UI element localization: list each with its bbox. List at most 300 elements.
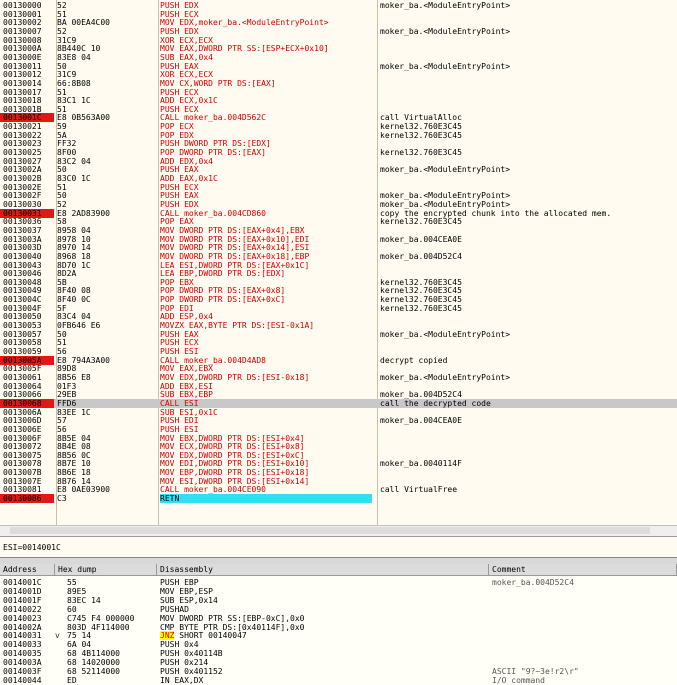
row-address: 0013005F	[3, 364, 42, 374]
row-instruction: MOVZX EAX,BYTE PTR DS:[ESI-0x1A]	[160, 321, 315, 331]
code-comment	[492, 649, 677, 658]
row-comment	[380, 79, 677, 88]
row-instruction: ADD ECX,0x1C	[160, 96, 218, 106]
row-hex: 56	[57, 347, 67, 356]
code-instruction: PUSH EBP	[160, 578, 199, 587]
code-row[interactable]	[0, 631, 677, 640]
disasm-row[interactable]	[0, 44, 677, 53]
disasm-row[interactable]	[0, 451, 677, 460]
jump-mnemonic: JNZ	[160, 631, 175, 641]
disasm-row[interactable]	[0, 122, 677, 131]
row-comment	[380, 174, 677, 183]
row-hex: 66:8B08	[57, 78, 91, 88]
row-address: 0013003A	[3, 234, 42, 244]
header-comment[interactable]: Comment	[489, 564, 677, 576]
row-hex: 89D8	[57, 364, 77, 374]
row-address: 00130066	[3, 390, 42, 400]
disasm-row[interactable]	[0, 390, 677, 399]
row-comment: call the decrypted code	[380, 398, 491, 408]
row-instruction: MOV DWORD PTR DS:[EAX+0x10],EDI	[160, 234, 310, 244]
disasm-row[interactable]	[0, 165, 677, 174]
disasm-row[interactable]	[0, 373, 677, 382]
row-hex: 83EE 1C	[57, 407, 91, 417]
code-address: 00140033	[3, 640, 42, 650]
code-comment	[492, 631, 677, 640]
jump-arrow-icon	[55, 676, 67, 685]
row-address: 0013002A	[3, 165, 42, 175]
row-instruction: MOV EAX,DWORD PTR SS:[ESP+ECX+0x10]	[160, 44, 329, 54]
disasm-row[interactable]	[0, 468, 677, 477]
row-instruction: CALL moker_ba.004D4AD8	[160, 355, 266, 365]
code-row[interactable]	[0, 596, 677, 605]
row-address: 0013006A	[3, 407, 42, 417]
row-hex: 8D70 1C	[57, 260, 91, 270]
row-hex: BA 00EA4C00	[57, 18, 110, 28]
jump-arrow-icon	[55, 605, 67, 614]
row-hex: 50	[57, 61, 67, 71]
code-instruction: IN EAX,DX	[160, 675, 204, 685]
code-row[interactable]	[0, 605, 677, 614]
disasm-row[interactable]	[0, 217, 677, 226]
disasm-row[interactable]	[0, 209, 677, 218]
row-address: 00130050	[3, 312, 42, 322]
jump-arrow-icon	[55, 596, 67, 605]
disasm-row[interactable]	[0, 278, 677, 287]
code-row[interactable]	[0, 649, 677, 658]
row-instruction: PUSH EAX	[160, 61, 199, 71]
row-instruction: PUSH EAX	[160, 165, 199, 175]
row-hex: 57	[57, 416, 67, 426]
row-instruction: PUSH EDX	[160, 1, 199, 10]
code-comment: ASCII "9?~3e!r2\r"	[492, 667, 579, 676]
disasm-row[interactable]	[0, 485, 677, 494]
code-row[interactable]	[0, 640, 677, 649]
row-comment	[380, 10, 677, 19]
code-hex: 68 14020000	[67, 658, 120, 668]
row-hex: 0FB646 E6	[57, 321, 101, 331]
disasm-row[interactable]	[0, 1, 677, 10]
row-instruction: PUSH EAX	[160, 191, 199, 201]
row-address: 00130049	[3, 286, 42, 296]
row-comment	[380, 36, 677, 45]
disasm-row[interactable]	[0, 382, 677, 391]
disasm-row[interactable]	[0, 304, 677, 313]
row-address: 0013007E	[3, 476, 42, 486]
disasm-row[interactable]	[0, 96, 677, 105]
row-hex: 51	[57, 87, 67, 97]
row-instruction: POP EAX	[160, 217, 194, 227]
disasm-row[interactable]	[0, 27, 677, 36]
row-address: 00130011	[3, 61, 42, 71]
disasm-row[interactable]	[0, 434, 677, 443]
row-hex: FFD6	[57, 398, 77, 408]
row-address: 0013002B	[3, 174, 42, 183]
jump-arrow-icon	[55, 658, 67, 667]
code-instruction: PUSH 0x4	[160, 640, 199, 650]
row-address: 0013007B	[3, 468, 42, 478]
row-address: 00130027	[3, 156, 42, 166]
code-row[interactable]	[0, 578, 677, 587]
header-hex-dump[interactable]: Hex dump	[55, 564, 157, 576]
row-hex: E8 0B563A00	[57, 113, 110, 123]
code-address: 00140031	[3, 631, 42, 641]
row-address: 0013000E	[3, 52, 42, 62]
row-hex: 8B7E 10	[57, 459, 91, 469]
disasm-row[interactable]	[0, 88, 677, 97]
code-instruction: CMP BYTE PTR DS:[0x40114F],0x0	[160, 622, 305, 632]
row-instruction: PUSH ECX	[160, 9, 199, 19]
row-hex: 52	[57, 26, 67, 36]
row-comment: moker_ba.<ModuleEntryPoint>	[380, 1, 511, 10]
disasm-row[interactable]	[0, 18, 677, 27]
row-address: 00130000	[3, 1, 42, 10]
code-hex: 803D 4F114000	[67, 622, 130, 632]
code-row[interactable]	[0, 614, 677, 623]
row-comment	[380, 139, 677, 148]
horizontal-scrollbar[interactable]	[0, 525, 677, 536]
row-address: 00130012	[3, 70, 42, 80]
row-hex: C3	[57, 494, 67, 504]
row-instruction: PUSH ESI	[160, 424, 199, 434]
row-hex: 83C2 04	[57, 156, 91, 166]
jump-arrow-icon	[55, 623, 67, 632]
row-comment	[380, 347, 677, 356]
code-comment	[492, 614, 677, 623]
row-hex: 8F00	[57, 148, 77, 158]
row-comment	[380, 364, 677, 373]
row-comment	[380, 261, 677, 270]
code-instruction	[160, 631, 490, 640]
row-comment	[380, 18, 677, 27]
row-instruction: ADD EAX,0x1C	[160, 174, 218, 183]
row-instruction: POP EBX	[160, 277, 194, 287]
row-comment: kernel32.760E3C45	[380, 286, 462, 296]
row-address: 00130007	[3, 26, 42, 36]
row-hex: 8B56 0C	[57, 450, 91, 460]
code-hex: 75 14	[67, 631, 92, 641]
row-comment: moker_ba.004D52C4	[380, 390, 462, 400]
row-comment: moker_ba.<ModuleEntryPoint>	[380, 372, 511, 382]
row-address: 00130064	[3, 381, 42, 391]
row-instruction: ADD EBX,ESI	[160, 381, 213, 391]
code-row[interactable]	[0, 587, 677, 596]
code-row[interactable]	[0, 667, 677, 676]
disasm-row[interactable]	[0, 183, 677, 192]
row-address: 00130014	[3, 78, 42, 88]
row-instruction: PUSH ECX	[160, 338, 199, 348]
row-address: 00130068	[0, 399, 54, 408]
row-comment	[380, 70, 677, 79]
code-address: 0014002A	[3, 622, 42, 632]
row-hex: 8958 04	[57, 225, 91, 235]
code-hex: C745 F4 000000	[67, 613, 135, 623]
info-pane	[0, 536, 677, 557]
code-hex: 83EC 14	[67, 595, 101, 605]
disasm-row[interactable]	[0, 442, 677, 451]
disasm-row[interactable]	[0, 425, 677, 434]
disasm-row[interactable]	[0, 312, 677, 321]
disasm-row[interactable]	[0, 321, 677, 330]
row-instruction: MOV ESI,DWORD PTR DS:[ESI+0x14]	[160, 476, 310, 486]
row-hex: 5A	[57, 130, 67, 140]
row-address: 00130036	[3, 217, 42, 227]
row-comment: moker_ba.<ModuleEntryPoint>	[380, 329, 511, 339]
code-address: 00140022	[3, 604, 42, 614]
row-address: 00130002	[3, 18, 42, 28]
code-comment: I/O command	[492, 675, 545, 685]
row-comment: moker_ba.<ModuleEntryPoint>	[380, 165, 511, 175]
row-comment	[380, 53, 677, 62]
row-address: 00130021	[3, 122, 42, 132]
row-instruction: MOV EAX,EBX	[160, 364, 213, 374]
row-instruction: CALL ESI	[160, 398, 199, 408]
row-address: 00130025	[3, 148, 42, 158]
disasm-row[interactable]	[0, 261, 677, 270]
row-instruction: POP DWORD PTR DS:[EAX+0x8]	[160, 286, 286, 296]
disasm-row[interactable]	[0, 79, 677, 88]
disasm-row[interactable]	[0, 338, 677, 347]
row-hex: 83C0 1C	[57, 174, 91, 183]
row-comment: kernel32.760E3C45	[380, 303, 462, 313]
row-comment: moker_ba.<ModuleEntryPoint>	[380, 191, 511, 201]
row-instruction: MOV EBX,DWORD PTR DS:[ESI+0x4]	[160, 433, 305, 443]
row-hex: 59	[57, 122, 67, 132]
row-instruction: POP DWORD PTR DS:[EAX]	[160, 148, 266, 158]
row-instruction: PUSH DWORD PTR DS:[EDX]	[160, 139, 271, 149]
code-instruction: SUB ESP,0x14	[160, 595, 218, 605]
row-hex: 51	[57, 338, 67, 348]
disasm-row[interactable]	[0, 295, 677, 304]
disasm-row[interactable]	[0, 408, 677, 417]
row-hex: 8B5E 04	[57, 433, 91, 443]
row-hex: 8978 10	[57, 234, 91, 244]
code-row[interactable]	[0, 676, 677, 685]
disasm-row[interactable]	[0, 364, 677, 373]
row-instruction: SUB ESI,0x1C	[160, 407, 218, 417]
disasm-row[interactable]	[0, 477, 677, 486]
disasm-row[interactable]	[0, 174, 677, 183]
jump-arrow-icon	[55, 640, 67, 649]
row-address: 00130081	[3, 485, 42, 495]
disasm-row[interactable]	[0, 243, 677, 252]
disasm-row[interactable]	[0, 157, 677, 166]
disasm-row[interactable]	[0, 459, 677, 468]
row-comment	[380, 382, 677, 391]
code-instruction: PUSH 0x40114B	[160, 649, 223, 659]
row-address: 00130030	[3, 199, 42, 209]
disasm-row[interactable]	[0, 252, 677, 261]
jump-arrow-icon: v	[55, 631, 60, 641]
row-comment	[380, 312, 677, 321]
row-hex: 8F40 08	[57, 286, 91, 296]
row-address: 0013006D	[3, 416, 42, 426]
code-address: 0014001D	[3, 586, 42, 596]
row-instruction: MOV CX,WORD PTR DS:[EAX]	[160, 78, 276, 88]
row-address: 00130059	[3, 347, 42, 356]
row-address: 00130075	[3, 450, 42, 460]
row-hex: 51	[57, 182, 67, 192]
row-instruction: PUSH ECX	[160, 182, 199, 192]
row-comment	[380, 105, 677, 114]
disasm-row[interactable]	[0, 494, 677, 503]
row-address: 00130057	[3, 329, 42, 339]
row-address: 00130031	[0, 209, 54, 218]
row-comment: kernel32.760E3C45	[380, 148, 462, 158]
jump-arrow-icon	[55, 578, 67, 587]
disasm-row[interactable]	[0, 269, 677, 278]
row-instruction: MOV EDX,DWORD PTR DS:[ESI-0x18]	[160, 372, 310, 382]
row-hex: 8B76 14	[57, 476, 91, 486]
row-hex: 8970 14	[57, 243, 91, 253]
row-instruction: ADD ESP,0x4	[160, 312, 213, 322]
row-hex: 8F40 0C	[57, 295, 91, 305]
row-address: 0013001B	[3, 104, 42, 114]
row-hex: 8B56 E8	[57, 372, 91, 382]
code-address: 0014001F	[3, 595, 42, 605]
row-comment	[380, 408, 677, 417]
row-address: 00130058	[3, 338, 42, 348]
row-address: 00130061	[3, 372, 42, 382]
row-comment: moker_ba.<ModuleEntryPoint>	[380, 199, 511, 209]
row-instruction: RETN	[160, 494, 372, 503]
code-comment	[492, 623, 677, 632]
code-hex: 60	[67, 604, 77, 614]
code-hex: 89E5	[67, 586, 87, 596]
scrollbar-thumb[interactable]	[10, 527, 650, 534]
row-instruction: PUSH ECX	[160, 104, 199, 114]
row-instruction: MOV DWORD PTR DS:[EAX+0x14],ESI	[160, 243, 310, 253]
row-hex: 8B4E 08	[57, 442, 91, 452]
row-hex: 5B	[57, 277, 67, 287]
code-instruction: PUSH 0x214	[160, 658, 209, 668]
row-address: 0013006E	[3, 424, 42, 434]
disasm-row[interactable]	[0, 347, 677, 356]
row-hex: 56	[57, 424, 67, 434]
disasm-row[interactable]	[0, 62, 677, 71]
row-comment: decrypt copied	[380, 355, 448, 365]
header-address[interactable]: Address	[0, 564, 55, 576]
row-comment	[380, 243, 677, 252]
row-address: 00130078	[3, 459, 42, 469]
row-comment	[380, 425, 677, 434]
row-comment: moker_ba.004CEA0E	[380, 234, 462, 244]
row-instruction: POP DWORD PTR DS:[EAX+0xC]	[160, 295, 286, 305]
row-comment	[380, 434, 677, 443]
code-address: 0014001C	[3, 578, 42, 587]
row-hex: 8968 18	[57, 251, 91, 261]
disasm-row[interactable]	[0, 53, 677, 62]
row-address: 00130023	[3, 139, 42, 149]
disasm-row[interactable]	[0, 286, 677, 295]
row-hex: 31C9	[57, 70, 77, 80]
row-comment	[380, 494, 677, 503]
row-comment	[380, 477, 677, 486]
row-comment	[380, 96, 677, 105]
row-hex: 58	[57, 217, 67, 227]
row-address: 00130043	[3, 260, 42, 270]
code-comment: moker_ba.004D52C4	[492, 578, 574, 587]
row-comment	[380, 44, 677, 53]
disasm-row[interactable]	[0, 131, 677, 140]
disasm-row[interactable]	[0, 226, 677, 235]
row-comment	[380, 451, 677, 460]
row-hex: 83C1 1C	[57, 96, 91, 106]
row-address: 0013002F	[3, 191, 42, 201]
disasm-row[interactable]	[0, 105, 677, 114]
code-hex: ED	[67, 675, 77, 685]
row-instruction: CALL moker_ba.004D562C	[160, 113, 266, 123]
jump-arrow-icon	[55, 614, 67, 623]
row-hex: 83E8 04	[57, 52, 91, 62]
row-address: 00130001	[3, 9, 42, 19]
disasm-row[interactable]	[0, 139, 677, 148]
code-instruction: PUSHAD	[160, 604, 189, 614]
row-hex: E8 794A3A00	[57, 355, 110, 365]
row-instruction: POP EDI	[160, 303, 194, 313]
code-hex: 55	[67, 578, 77, 587]
disasm-row[interactable]	[0, 330, 677, 339]
row-instruction: ADD EDX,0x4	[160, 156, 213, 166]
row-instruction: CALL moker_ba.004CD860	[160, 208, 266, 218]
row-hex: 29EB	[57, 390, 77, 400]
jump-operand: SHORT 00140047	[174, 631, 247, 641]
disasm-row[interactable]	[0, 191, 677, 200]
row-comment	[380, 226, 677, 235]
header-disassembly[interactable]: Disassembly	[157, 564, 489, 576]
row-hex: 8B440C 10	[57, 44, 101, 54]
code-pane[interactable]	[0, 564, 677, 685]
row-hex: 52	[57, 199, 67, 209]
disasm-row[interactable]	[0, 200, 677, 209]
row-address: 00130040	[3, 251, 42, 261]
row-address: 00130017	[3, 87, 42, 97]
row-comment: kernel32.760E3C45	[380, 122, 462, 132]
disasm-row[interactable]	[0, 235, 677, 244]
code-comment	[492, 605, 677, 614]
row-comment: copy the encrypted chunk into the allocated mem.	[380, 208, 612, 218]
row-instruction: POP ECX	[160, 122, 194, 132]
row-hex: FF32	[57, 139, 77, 149]
disasm-row[interactable]	[0, 10, 677, 19]
disasm-row[interactable]	[0, 399, 677, 408]
row-comment: moker_ba.004D52C4	[380, 251, 462, 261]
row-instruction: PUSH EDX	[160, 26, 199, 36]
row-address: 0013004F	[3, 303, 42, 313]
disasm-row[interactable]	[0, 113, 677, 122]
row-instruction: POP EDX	[160, 130, 194, 140]
code-row[interactable]	[0, 658, 677, 667]
code-comment	[492, 640, 677, 649]
disasm-row[interactable]	[0, 70, 677, 79]
row-instruction: PUSH EAX	[160, 329, 199, 339]
disasm-row[interactable]	[0, 416, 677, 425]
jump-arrow-icon	[55, 667, 67, 676]
code-row[interactable]	[0, 623, 677, 632]
row-instruction: PUSH ECX	[160, 87, 199, 97]
disasm-row[interactable]	[0, 356, 677, 365]
disasm-row[interactable]	[0, 36, 677, 45]
row-comment: moker_ba.<ModuleEntryPoint>	[380, 26, 511, 36]
row-address: 0013002E	[3, 182, 42, 192]
row-comment	[380, 321, 677, 330]
disasm-row[interactable]	[0, 148, 677, 157]
row-comment	[380, 442, 677, 451]
row-hex: 01F3	[57, 381, 77, 391]
jump-arrow-icon	[55, 649, 67, 658]
row-address: 00130037	[3, 225, 42, 235]
row-hex: 50	[57, 165, 67, 175]
row-hex: 31C9	[57, 35, 77, 45]
